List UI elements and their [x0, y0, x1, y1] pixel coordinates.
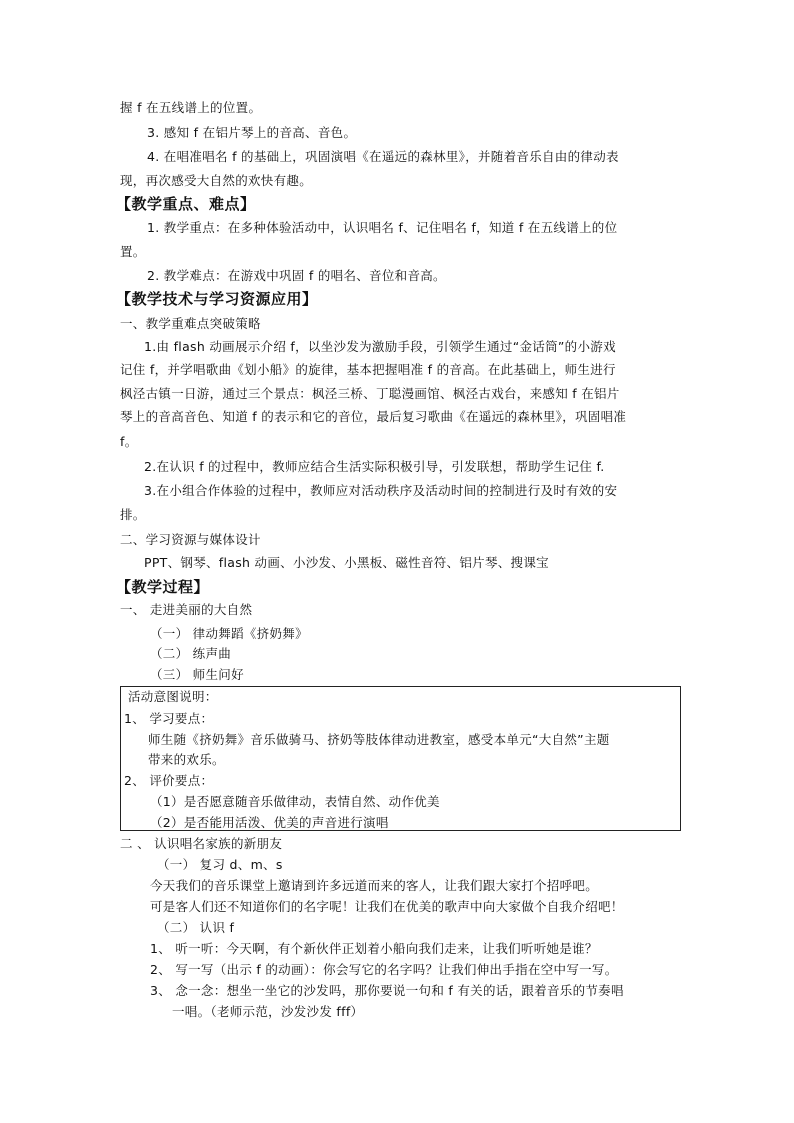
- text-line: 二 、 认识唱名家族的新朋友: [120, 836, 283, 851]
- section-heading: 【教学重点、难点】: [116, 195, 256, 213]
- text-line: （1）是否愿意随音乐做律动，表情自然、动作优美: [150, 794, 440, 809]
- text-line: 4. 在唱准唱名 f 的基础上，巩固演唱《在遥远的森林里》，并随着音乐自由的律动表: [147, 149, 619, 164]
- text-line: 排。: [120, 507, 146, 522]
- text-line: （一） 律动舞蹈《挤奶舞》: [150, 626, 308, 641]
- text-line: 记住 f，并学唱歌曲《划小船》的旋律，基本把握唱准 f 的音高。在此基础上，师生进行: [120, 362, 616, 377]
- text-line: 1.由 flash 动画展示介绍 f，以坐沙发为激励手段，引领学生通过“金话筒”的小游戏: [144, 339, 616, 354]
- text-line: 现，再次感受大自然的欢快有趣。: [120, 173, 313, 188]
- text-line: 3.在小组合作体验的过程中，教师应对活动秩序及活动时间的控制进行及时有效的安: [144, 483, 618, 498]
- text-line: 带来的欢乐。: [148, 752, 225, 767]
- text-line: 二、学习资源与媒体设计: [120, 532, 261, 547]
- text-line: 一唱。（老师示范，沙发沙发 fff）: [172, 1004, 364, 1019]
- text-line: 2、 写一写（出示 f 的动画）：你会写它的名字吗？让我们伸出手指在空中写一写。: [150, 962, 618, 977]
- text-line: 2. 教学难点：在游戏中巩固 f 的唱名、音位和音高。: [147, 268, 446, 283]
- text-line: 今天我们的音乐课堂上邀请到许多远道而来的客人，让我们跟大家打个招呼吧。: [150, 878, 599, 893]
- text-line: 1. 教学重点：在多种体验活动中，认识唱名 f、记住唱名 f，知道 f 在五线谱上的位: [147, 220, 618, 235]
- text-line: 1、 学习要点：: [124, 711, 214, 726]
- text-line: 3、 念一念：想坐一坐它的沙发吗，那你要说一句和 f 有关的话，跟着音乐的节奏唱: [150, 983, 624, 998]
- text-line: 师生随《挤奶舞》音乐做骑马、挤奶等肢体律动进教室，感受本单元“大自然”主题: [148, 732, 610, 747]
- text-line: 3. 感知 f 在铝片琴上的音高、音色。: [147, 125, 357, 140]
- text-line: 一、教学重难点突破策略: [120, 316, 261, 331]
- text-line: 握 f 在五线谱上的位置。: [120, 100, 262, 115]
- text-line: 琴上的音高音色、知道 f 的表示和它的音位，最后复习歌曲《在遥远的森林里》，巩固唱准: [120, 409, 627, 424]
- text-line: （三） 师生问好: [150, 667, 244, 682]
- text-line: f。: [120, 434, 138, 449]
- text-line: （二） 练声曲: [150, 646, 232, 661]
- text-line: 枫泾古镇一日游，通过三个景点：枫泾三桥、丁聪漫画馆、枫泾古戏台，来感知 f 在铝片: [120, 386, 620, 401]
- text-line: （二） 认识 f: [157, 920, 235, 935]
- text-line: PPT、钢琴、flash 动画、小沙发、小黑板、磁性音符、铝片琴、搜课宝: [144, 555, 549, 570]
- text-line: 一、 走进美丽的大自然: [120, 602, 253, 617]
- section-heading: 【教学过程】: [116, 578, 210, 596]
- section-heading: 【教学技术与学习资源应用】: [116, 290, 318, 308]
- text-line: 活动意图说明：: [128, 689, 218, 704]
- text-line: 置。: [120, 244, 146, 259]
- text-line: 2.在认识 f 的过程中，教师应结合生活实际积极引导，引发联想，帮助学生记住 f.: [144, 459, 605, 474]
- text-line: 1、 听一听：今天啊，有个新伙伴正划着小船向我们走来，让我们听听她是谁？: [150, 941, 598, 956]
- text-line: （2）是否能用活泼、优美的声音进行演唱: [150, 815, 389, 830]
- text-line: （一） 复习 d、m、s: [157, 857, 283, 872]
- text-line: 2、 评价要点：: [124, 773, 214, 788]
- text-line: 可是客人们还不知道你们的名字呢！让我们在优美的歌声中向大家做个自我介绍吧！: [150, 899, 624, 914]
